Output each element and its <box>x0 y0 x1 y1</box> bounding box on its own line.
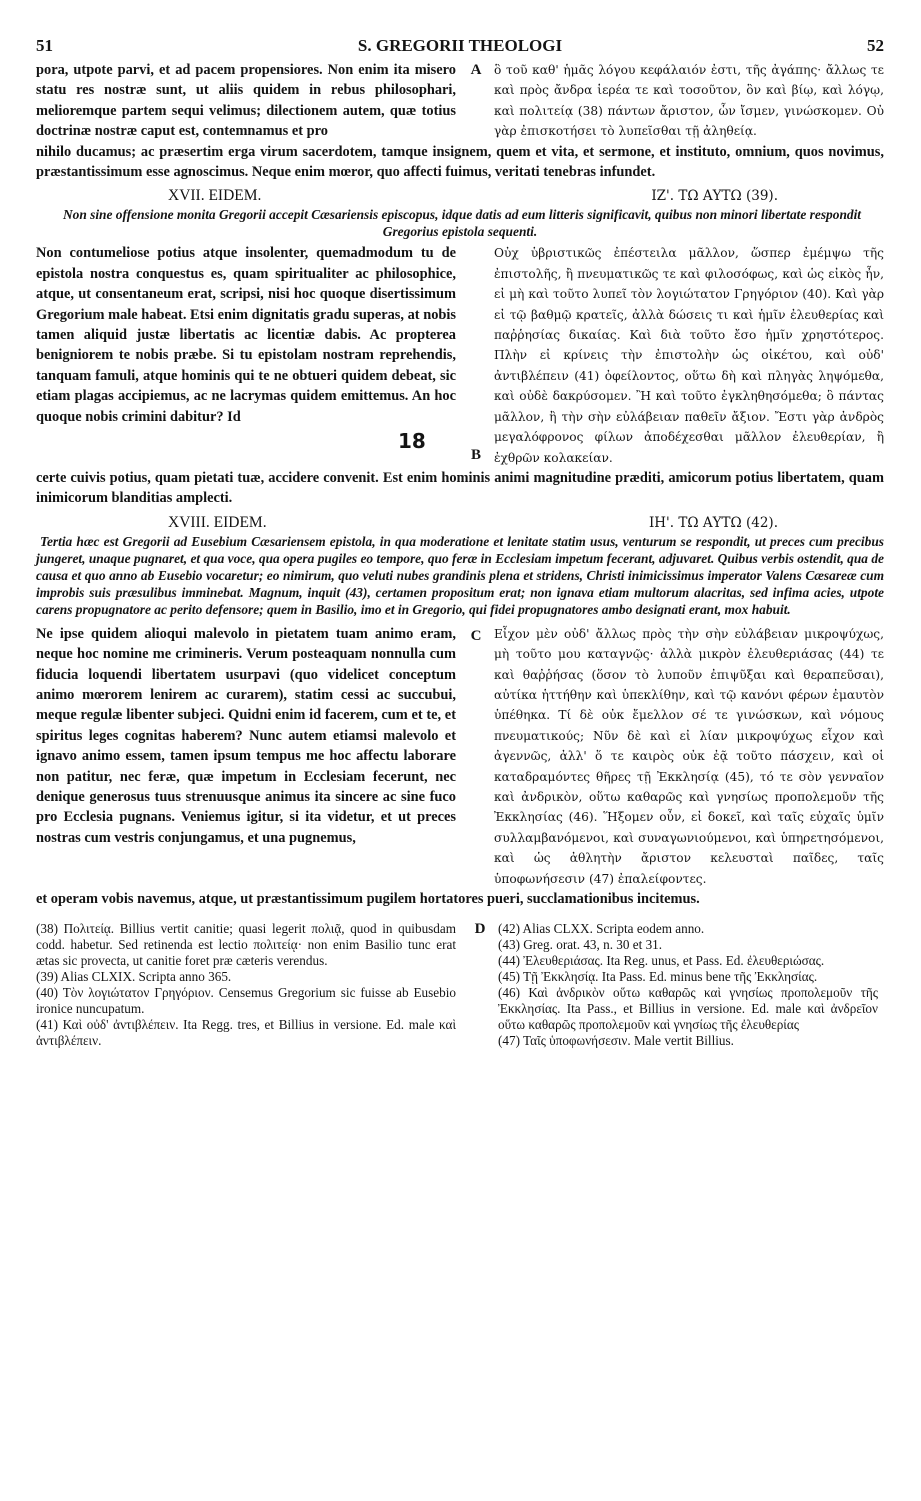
footnote: (47) Ταῖς ὑποφωνήσεσιν. Male vertit Billius. <box>498 1033 734 1049</box>
footnote: (46) Καὶ ἀνδρικὸν οὕτω καθαρῶς καὶ γνησίως προπολεμοῦν τῆς Ἐκκλησίας. Ita Pass., et Billius in versione. Ed. male καὶ ἀνδρεῖον οὕτω καθαρῶς προπολεμοῦν καὶ γνησίως τῆς ἐλευθερίας <box>498 985 878 1033</box>
margin-letter-a: A <box>470 62 482 78</box>
footnotes-right <box>498 921 878 1049</box>
letter17-title-greek: ΙΖ'. ΤΩ ΑΥΤΩ (39). <box>651 188 778 205</box>
block1-greek: ὃ τοῦ καθ' ἡμᾶς λόγου κεφάλαιόν ἐστι, τῆς ἀγάπης· ἄλλως τε καὶ πρὸς ἄνδρα ἱερέα τε καὶ τοσοῦτον, ὃν καὶ βίῳ, καὶ λόγῳ, καὶ πολιτείᾳ (38) πάντων ἄριστον, ὧν ἴσμεν, γινώσκομεν. Οὐ γὰρ ἐπισκοτήσει τὸ λυπεῖσθαι τῇ ἀληθείᾳ. <box>494 63 884 139</box>
footnote: (43) Greg. orat. 43, n. 30 et 31. <box>498 937 663 953</box>
margin-letter-c: C <box>470 627 482 644</box>
letter17-greek: Οὐχ ὑβριστικῶς ἐπέστειλα μᾶλλον, ὥσπερ ἐμέμψω τῆς ἐπιστολῆς, ἢ πνευματικῶς τε καὶ φιλοσόφως, καὶ ὡς εἰκὸς ἦν, εἰ μὴ καὶ τοῦτο λυπεῖ τὸν λογιώτατον Γρηγόριον (40). Καὶ γὰρ εἰ τῷ βαθμῷ κρατεῖς, ἀλλὰ δώσεις τι καὶ ἡμῖν ἐλευθερίας καὶ παῤῥησίας δικαίας. Καὶ διὰ τοῦτο ἔσο ἡμῖν χρηστότερος. Πλὴν εἰ κρίνεις τὴν ἐπιστολὴν ὡς οἰκέτου, καὶ οὐδ' ἀντιβλέπειν (41) ὀφείλοντος, οὕτω δὴ καὶ πληγὰς ληψόμεθα, καὶ οὐδὲ δακρύσομεν. Ἢ καὶ τοῦτο ἐγκληθησόμεθα; ὃ πάντας μᾶλλον, ἢ τὴν σὴν εὐλάβειαν παθεῖν ἄξιον. Ἔστι γὰρ ἀνδρὸς μεγαλόφρονος φίλων ἀποδέχεσθαι μᾶλλον ἐλευθερίαν, ἢ ἐχθρῶν κολακείαν. <box>494 246 884 465</box>
footnotes <box>36 921 884 1049</box>
letter17-title-latin: XVII. EIDEM. <box>168 187 262 205</box>
running-title: S. GREGORII THEOLOGI <box>357 36 563 55</box>
footnote: (42) Alias CLXX. Scripta eodem anno. <box>498 921 705 937</box>
letter18-titles <box>36 513 884 533</box>
footnote: (40) Τὸν λογιώτατον Γρηγόριον. Censemus Gregorium sic fuisse ab Eusebio ironice nuncupatum. <box>36 985 456 1017</box>
footnote: (45) Τῇ Ἐκκλησίᾳ. Ita Pass. Ed. minus bene τῆς Ἐκκλησίας. <box>498 969 818 985</box>
block1-full-width: nihilo ducamus; ac præsertim erga virum sacerdotem, tamque insignem, quem et vita, et sermone, et instituto, omnium, quos novimus, præstantissimum esse agnoscimus. Neque enim mœror, quo affecti fuimus, veritati tenebras infundet. <box>36 143 884 181</box>
letter18-full-width: et operam vobis navemus, atque, ut præstantissimum pugilem hortatores pueri, succlamationibus incitemus. <box>36 891 700 907</box>
letter18-columns <box>36 624 884 889</box>
page-number-right: 52 <box>867 36 884 55</box>
letter17-columns <box>36 243 884 467</box>
letter18-summary: Tertia hæc est Gregorii ad Eusebium Cæsariensem epistola, in qua moderatione et lenitate statim usus, venturum se respondit, ut preces cum precibus jungeret, unaque pugnaret, et qua voce, qua opera pugiles eo tempore, quo feræ in Ecclesiam impetum fecerant, adjuvaret. Quibus verbis ostendit, qua de causa et quo anno ab Eusebio vocaretur; eo nimirum, quo veluti nubes grandinis plena et stridens, Christi inimicissimus imperator Valens Cæsareæ cum improbis suis præsulibus imminebat. Magnum, inquit (43), certamen propositum erat; non ignava etiam multorum alacritas, sed infima acies, utpote carens propugnatore ac perito defensore; quem in Basilio, imo et in Gregorio, qui fidei propugnatores ambo designati erant, mox habuit. <box>36 533 884 617</box>
margin-letter-b: B <box>470 447 481 464</box>
margin-letter-d: D <box>474 921 486 938</box>
footnote: (44) Ἐλευθεριάσας. Ita Reg. unus, et Pass. Ed. ἐλευθεριώσας. <box>498 953 825 969</box>
footnote: (38) Πολιτείᾳ. Billius vertit canitie; quasi legerit πολιᾷ, quod in quibusdam codd. habetur. Sed retinenda est lectio πολιτείᾳ· non enim Basilio tunc erat ætas sic provecta, ut canitie foret præ cæteris verendus. <box>36 921 456 969</box>
block1-columns <box>36 60 884 142</box>
section-marker-18: 18 <box>398 429 426 454</box>
footnote: (41) Καὶ οὐδ' ἀντιβλέπειν. Ita Regg. tres, et Billius in versione. Ed. male καὶ ἀντιβλέπειν. <box>36 1017 456 1049</box>
footnotes-left <box>36 921 456 1049</box>
footnote: (39) Alias CLXIX. Scripta anno 365. <box>36 969 232 985</box>
page <box>36 36 884 1049</box>
letter18-latin: Ne ipse quidem alioqui malevolo in pietatem tuam animo eram, neque hoc nomine me crimineris. Verum posteaquam nonnulla cum fiducia loquendi libertatem usurpavi (quo videlicet conceptum animo mœrorem lenirem ac curarem), statim cessi ac succubui, meque regulæ libenter subjeci. Quidni enim id facerem, cum et te, et spiritus leges cognitas haberem? Nunc autem etiamsi malevolo et ignavo animo essem, tamen ipsum tempus me hoc affectu laborare non patitur, nec feræ, quæ impetum in Ecclesiam fecerunt, nec denique generosus tuus strenuusque animus ita sincere ac sine fuco pro Ecclesia pugnans. Veniemus igitur, si ita videtur, et ut preces nostras cum vestris conjungamus, et una pugnemus, <box>36 625 456 846</box>
letter17-titles <box>36 186 884 206</box>
running-header <box>36 36 884 60</box>
letter18-title-latin: XVIII. EIDEM. <box>168 513 267 531</box>
page-number-left: 51 <box>36 36 53 55</box>
letter18-greek: Εἶχον μὲν οὐδ' ἄλλως πρὸς τὴν σὴν εὐλάβειαν μικροψύχως, μὴ τοῦτο μου καταγνῷς· ἀλλὰ μικρὸν ἐλευθεριάσας (44) τε καὶ θαῤῥήσας (ὅσον τὸ λυποῦν ἐπιψῦξαι καὶ θεραπεῦσαι), αὐτίκα ἡττήθην καὶ ὑπεκλίθην, καὶ τῷ κανόνι φέρων ἐμαυτὸν ὑπέθηκα. Τί δὲ οὐκ ἔμελλον σέ τε γινώσκων, καὶ νόμους πνευματικούς; Νῦν δὲ καὶ εἰ λίαν μικροψύχως εἶχον καὶ ἀγεννῶς, ἀλλ' ὅ τε καιρὸς οὐκ ἐᾷ τοῦτο πάσχειν, καὶ οἱ καταδραμόντες θῆρες τῇ Ἐκκλησίᾳ (45), τό τε σὸν γενναῖον καὶ ἀνδρικὸν, οὕτω καθαρῶς καὶ γνησίως προπολεμοῦν τῆς Ἐκκλησίας (46). Ἥξομεν οὖν, εἰ δοκεῖ, καὶ ταῖς εὐχαῖς ὑμῖν συλλαμβανόμενοι, καὶ συναγωνιούμενοι, καὶ ὑπηρετησόμενοι, καὶ ὡς ἀθλητὴν ἄριστον κελευσταὶ παῖδες, ταῖς ὑποφωνήσεσιν (47) ἐπαλείφοντες. <box>494 626 884 886</box>
letter17-summary: Non sine offensione monita Gregorii accepit Cæsariensis episcopus, idque datis ad eum litteris significavit, quibus non minori libertate respondit Gregorius epistola sequenti. <box>62 207 862 240</box>
block1-latin: pora, utpote parvi, et ad pacem propensiores. Non enim ita misero statu res nostræ sunt, ut aliis quidem in rebus philosophari, melioremque partem sequi velimus; dilectionem autem, quæ totius doctrinæ nostræ caput est, contemnamus et pro <box>36 62 456 140</box>
letter17-full-width: certe cuivis potius, quam pietati tuæ, accidere convenit. Est enim hominis animi magnitudine præditi, amicorum potius libertatem, quam inimicorum blanditias amplecti. <box>36 469 884 507</box>
letter17-latin: Non contumeliose potius atque insolenter, quemadmodum tu de epistola nostra conquestus es, quam spiritualiter ac philosophice, atque, ut consentaneum erat, scripsi, nisi hoc quoque disertissimum Gregorium male habeat. Etsi enim dignitatis gradu superas, at nobis tamen aliquid justæ libertatis ac licentiæ dabis. Ac propterea benigniorem te nobis præbe. Si tu epistolam nostram reprehendis, tanquam famuli, atque hominis qui te ne obtueri quidem debeat, sic etiam plagas accipiemus, ac ne lacrymas quidem emittemus. An hoc quoque nobis crimini dabitur? Id <box>36 245 456 425</box>
letter18-title-greek: ΙΗ'. ΤΩ ΑΥΤΩ (42). <box>648 514 778 531</box>
